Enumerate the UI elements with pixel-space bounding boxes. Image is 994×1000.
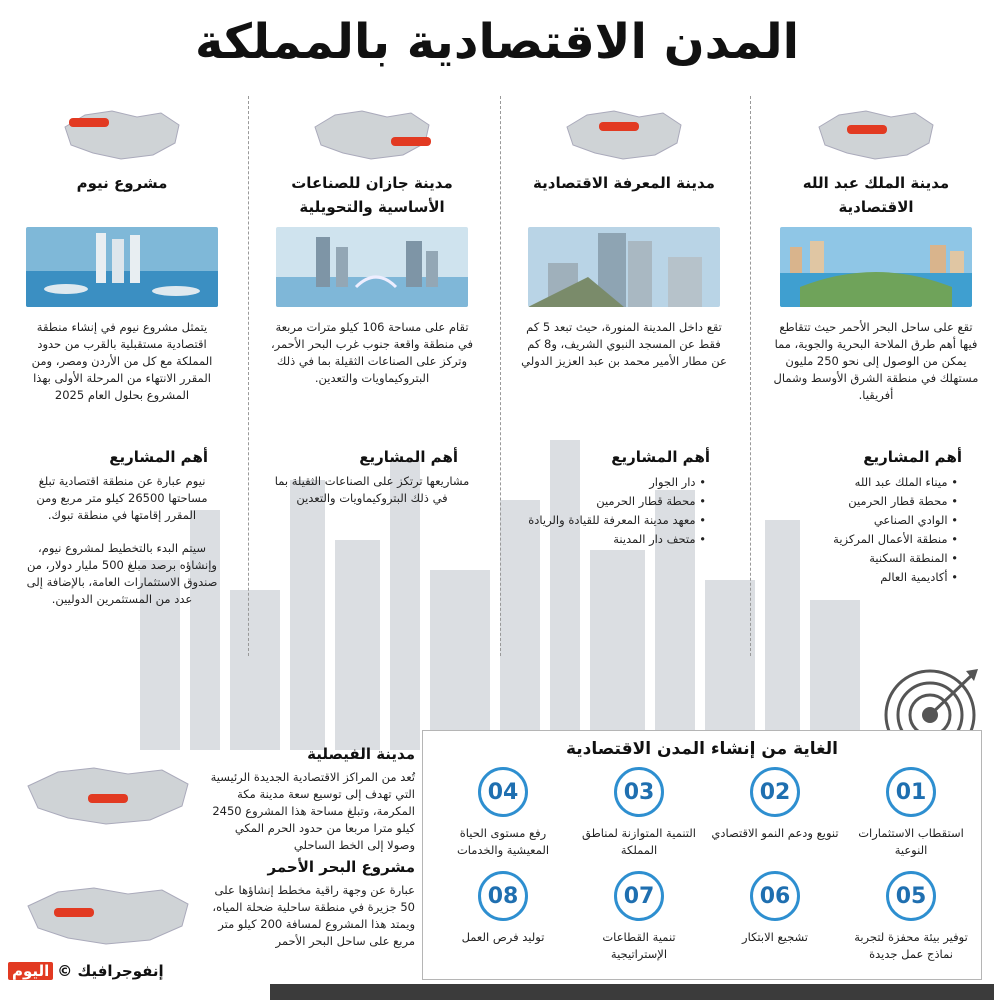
column-neom-project xyxy=(12,105,232,624)
city-name: مدينة جازان للصناعات الأساسية والتحويلية xyxy=(291,174,453,216)
saudi-map-icon xyxy=(18,880,198,954)
goal-number: 04 xyxy=(478,767,528,817)
location-marker-icon xyxy=(54,908,94,917)
goal-item xyxy=(847,767,975,859)
list-item: • محطة قطار الحرمين xyxy=(514,492,706,511)
page-title: المدن الاقتصادية بالمملكة xyxy=(194,14,800,70)
section-title: مدينة الفيصلية xyxy=(307,745,415,763)
goal-label: استقطاب الاستثمارات النوعية xyxy=(858,826,964,857)
location-marker-icon xyxy=(88,794,128,803)
paragraph: سيتم البدء بالتخطيط لمشروع نيوم، وإنشاؤه برصد مبلغ 500 مليار دولار، من صندوق الاستثمارات العامة، بالإضافة إلى عدد من المستثمرين الدوليين. xyxy=(26,541,218,606)
city-name: مدينة المعرفة الاقتصادية xyxy=(533,174,715,192)
column-knowledge-city xyxy=(514,105,734,549)
goal-item xyxy=(711,767,839,842)
goal-label: تنويع ودعم النمو الاقتصادي xyxy=(711,826,839,840)
city-photo xyxy=(26,227,218,307)
list-item: • معهد مدينة المعرفة للقيادة والريادة xyxy=(514,511,706,530)
footer-bar xyxy=(270,984,994,1000)
goal-item xyxy=(575,767,703,859)
list-item: • ميناء الملك عبد الله xyxy=(766,473,958,492)
section-title: مشروع البحر الأحمر xyxy=(267,858,415,876)
goal-label: تشجيع الابتكار xyxy=(742,930,808,944)
section-text: تُعد من المراكز الاقتصادية الجديدة الرئيسية التي تهدف إلى توسيع سعة مدينة مكة المكرمة، وتبلغ مساحة هذا المشروع 2450 كيلو مترا مربعا من حدود الحرم المكي وصولا إلى الخط الساحلي xyxy=(210,770,415,852)
projects-text xyxy=(12,473,232,608)
saudi-map-icon xyxy=(307,105,437,163)
red-sea-section xyxy=(210,858,415,950)
city-description: تقع داخل المدينة المنورة، حيث تبعد 5 كم فقط عن المسجد النبوي الشريف، و8 كم عن مطار الأمير محمد بن عبد العزيز الدولي xyxy=(521,320,727,368)
goal-number: 07 xyxy=(614,871,664,921)
projects-heading: أهم المشاريع xyxy=(863,448,962,466)
location-marker-icon xyxy=(847,125,887,134)
column-king-abdullah-city xyxy=(766,105,986,587)
logo-text: إنفوجرافيك © xyxy=(57,962,164,980)
city-description: تقع على ساحل البحر الأحمر حيث تتقاطع فيها أهم طرق الملاحة البحرية والجوية، مما يمكن من الوصول إلى نحو 250 مليون مستهلك في منطقة الشرق الأوسط وشمال أفريقيا. xyxy=(773,320,979,402)
list-item: • دار الجوار xyxy=(514,473,706,492)
faisaliah-section xyxy=(210,745,415,854)
location-marker-icon xyxy=(391,137,431,146)
projects-heading: أهم المشاريع xyxy=(359,448,458,466)
saudi-map-icon xyxy=(811,105,941,163)
list-item: • متحف دار المدينة xyxy=(514,530,706,549)
projects-list xyxy=(766,473,986,587)
goal-number: 06 xyxy=(750,871,800,921)
goal-item xyxy=(439,871,567,946)
goals-box xyxy=(422,730,982,980)
goal-item xyxy=(847,871,975,963)
goal-label: توليد فرص العمل xyxy=(461,930,545,944)
goal-item xyxy=(575,871,703,963)
list-item: • الوادي الصناعي xyxy=(766,511,958,530)
logo xyxy=(8,962,164,980)
list-item: • منطقة الأعمال المركزية xyxy=(766,530,958,549)
city-description: تقام على مساحة 106 كيلو مترات مربعة في منطقة واقعة جنوب غرب البحر الأحمر، وتركز على الصناعات الثقيلة بما في ذلك البتروكيماويات والتعدين. xyxy=(270,320,474,385)
city-description: يتمثل مشروع نيوم في إنشاء منطقة اقتصادية مستقبلية بالقرب من حدود المملكة مع كل من الأردن ومصر، ومن المقرر الانتهاء من المرحلة الأولى بهذا المشروع بحلول العام 2025 xyxy=(31,320,213,402)
goal-label: التنمية المتوازنة لمناطق المملكة xyxy=(582,826,696,857)
column-divider xyxy=(248,96,249,656)
column-divider xyxy=(750,96,751,656)
list-item: • المنطقة السكنية xyxy=(766,549,958,568)
projects-list xyxy=(514,473,734,549)
section-text: عبارة عن وجهة راقية مخطط إنشاؤها على 50 جزيرة في منطقة ساحلية ضحلة المياه، ويمتد هذا المشروع لمسافة 200 كيلو متر مربع على ساحل البحر الأحمر xyxy=(212,883,415,948)
goal-label: تنمية القطاعات الإستراتيجية xyxy=(602,930,676,961)
projects-heading: أهم المشاريع xyxy=(611,448,710,466)
goal-number: 03 xyxy=(614,767,664,817)
goal-number: 02 xyxy=(750,767,800,817)
city-photo xyxy=(528,227,720,307)
city-name: مدينة الملك عبد الله الاقتصادية xyxy=(802,174,950,216)
list-item: • محطة قطار الحرمين xyxy=(766,492,958,511)
goal-item xyxy=(711,871,839,946)
city-photo xyxy=(780,227,972,307)
saudi-map-icon xyxy=(559,105,689,163)
saudi-map-icon xyxy=(18,760,198,834)
paragraph: مشاريعها ترتكز على الصناعات الثقيلة بما في ذلك البتروكيماويات والتعدين xyxy=(274,474,470,505)
location-marker-icon xyxy=(599,122,639,131)
logo-brand: اليوم xyxy=(8,962,53,980)
goal-number: 05 xyxy=(886,871,936,921)
city-photo xyxy=(276,227,468,307)
column-jazan-city xyxy=(262,105,482,523)
goal-item xyxy=(439,767,567,859)
paragraph: نيوم عبارة عن منطقة اقتصادية تبلغ مساحتها 26500 كيلو متر مربع ومن المقرر إقامتها في منطقة تبوك. xyxy=(36,474,208,522)
projects-heading: أهم المشاريع xyxy=(109,448,208,466)
goal-label: رفع مستوى الحياة المعيشية والخدمات xyxy=(456,826,550,857)
location-marker-icon xyxy=(69,118,109,127)
list-item: • أكاديمية العالم xyxy=(766,568,958,587)
goal-number: 01 xyxy=(886,767,936,817)
projects-text xyxy=(262,473,482,507)
goal-number: 08 xyxy=(478,871,528,921)
goal-label: توفير بيئة محفزة لتجربة نماذج عمل جديدة xyxy=(854,930,968,961)
goals-title: الغاية من إنشاء المدن الاقتصادية xyxy=(565,739,838,759)
city-name: مشروع نيوم xyxy=(76,174,168,192)
column-divider xyxy=(500,96,501,656)
saudi-map-icon xyxy=(57,105,187,163)
